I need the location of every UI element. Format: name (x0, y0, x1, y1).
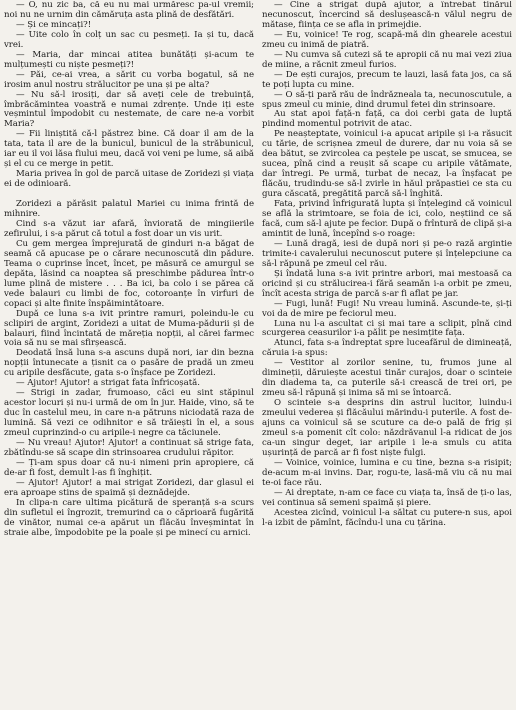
left-text-column (4, 1, 254, 710)
paragraph: — Lună dragă, iesi de după nori și pe-o rază argintie trimite-i cavalerului necunoscut putere și înțelepciune ca să-l răpună pe zmeul cel rău. (262, 238, 512, 269)
paragraph: — O să-ți pară rău de îndrăzneala ta, necunoscutule, a spus zmeul cu minie, dind drumul fetei din strinsoare. (262, 89, 512, 110)
paragraph: — Păi, ce-ai vrea, a sărit cu vorba bogatul, să ne irosim anul nostru strălucitor pe una și pe alta? (4, 69, 254, 90)
paragraph: — Eu, voinice! Te rog, scapă-mă din ghearele acestui zmeu cu inimă de piatră. (262, 29, 512, 50)
paragraph: — Nu cumva să cutezi să te apropii că nu mai vezi ziua de miine, a răcnit zmeul furios. (262, 49, 512, 70)
paragraph: — Nu să-l irosiți, dar să aveți cele de trebuință, îmbrăcămintea voastră e numai zdrențe. Unde iți este veșmintul împodobit cu nestemate, de care ne-a vorbit Maria? (4, 89, 254, 130)
paragraph: Cind s-a văzut iar afară, înviorată de mingiierile zefirului, i s-a părut că totul a fost doar un vis urit. (4, 219, 254, 239)
paragraph: Deodată însă luna s-a ascuns după nori, iar din bezna nopții întunecate a țisnit ca o pasăre de pradă un zmeu cu aripile desfăcute, gata s-o înșface pe Zoridezi. (4, 348, 254, 379)
paragraph: — O, nu zic ba, că eu nu mai urmăresc pa-ul vremii; noi nu ne urnim din cămăruța asta plină de desfătări. (4, 1, 254, 20)
paragraph: — Cine a strigat după ajutor, a întrebat tinărul necunoscut, încercind să deslușească-n vălul negru de mătase, ființa ce se afla in primejdie. (262, 1, 512, 30)
paragraph: Maria privea în gol de parcă uitase de Zoridezi și viața ei de odinioară. (4, 169, 254, 190)
paragraph: Și îndată luna s-a ivit printre arbori, mai mestoasă ca oricind și cu strălucirea-i fără seamăn i-a orbit pe zmeu, încît acesta striga de parcă s-ar fi aflat pe jar. (262, 268, 512, 299)
paragraph: Cu gem mergea împrejurată de ginduri n-a băgat de seamă că apucase pe o cărare necunoscută din pădure. Teama o cuprinse încet, încet, pe măsură ce amurgul se depăta, lăsind ca noaptea să preschimbe pădurea într-o lume plină de mistere . . . Ba ici, ba colo i se părea că vede balauri cu limbi de foc, cotoroanțe în virfuri de copaci și alte finite înspăimintătoare. (4, 238, 254, 309)
paragraph: — Strigi in zadar, frumoaso, căci eu sint stăpinul acestor locuri și nu-i urmă de om în jur. Haide, vino, să te duc în castelul meu, in care n-a pătruns niciodată raza de lumină. Să vezi ce odihnitor e să trăiești în el, a sous zmeul cuprinzind-o cu aripile-i negre ca tăciunele. (4, 388, 254, 439)
paragraph: Zoridezi a părăsit palatul Mariei cu inima frintă de mihnire. (4, 199, 254, 220)
paragraph: — Voinice, voinice, lumina e cu tine, bezna s-a risipit; de-acum m-ai invins. Dar, rogu-te, lasă-mă viu că nu mai te-oi face rău. (262, 457, 512, 488)
paragraph: — Nu vreau! Ajutor! Ajutor! a continuat să strige fata, zbătîndu-se să scape din strinsoarea crudului răpitor. (4, 437, 254, 458)
paragraph: Pe neașteptate, voinicul i-a apucat aripile și i-a răsucit cu tărie, de scrișnea zmeul de durere, dar nu voia să se dea bătut, se zvircolea ca peștele pe uscat, se smucea, se sucea, pînă cind a reușit să scape cu aripile vătămate, dar întregi. Pe urmă, turbat de necaz, l-a înșfacat pe flăcău, trudindu-se să-l zvirle in hăul prăpastiei ce sta cu gura căscată, pregătită parcă să-l înghită. (262, 129, 512, 200)
paragraph: Fata, privind înfrigurată lupta și înțelegind că voinicul se află la strimtoare, se foia de ici, colo, neștiind ce să facă, cum să-l ajute pe fecior. După o frîntură de clipă și-a amintit de lună, începînd s-o roage: (262, 199, 512, 239)
paragraph: — Uite colo în colț un sac cu pesmeți. Ia și tu, dacă vrei. (4, 29, 254, 50)
paragraph: — Și ce mincați?! (16, 19, 92, 30)
right-text-column (262, 1, 512, 710)
paragraph: — Fii liniștită că-l păstrez bine. Că doar il am de la tata, tata il are de la bunicul, bunicul de la străbunicul, iar eu il voi lăsa fiului meu, dacă voi veni pe lume, să aibă și el cu ce merge in petit. (4, 129, 254, 170)
paragraph: — Ajutor! Ajutor! a mai strigat Zoridezi, dar glasul ei era aproape stins de spaimă și deznădejde. (4, 477, 254, 498)
paragraph: — De ești curajos, precum te lauzi, lasă fata jos, ca să te poți lupta cu mine. (262, 69, 512, 90)
paragraph: Acestea zicînd, voinicul l-a săltat cu putere-n sus, apoi l-a izbit de pămînt, făcîndu-l una cu țărina. (262, 507, 512, 528)
paragraph: — Ți-am spus doar că nu-i nimeni prin apropiere, că de-ar fi fost, demult l-as fi înghițit. (4, 457, 254, 478)
paragraph: — Maria, dar mincai atitea bunătăți și-acum te mulțumești cu niște pesmeți?! (4, 49, 254, 70)
paragraph: Au stat apoi față-n față, ca doi cerbi gata de luptă pindind momentul potrivit de atac. (262, 109, 512, 130)
paragraph: Luna nu l-a ascultat ci și mai tare a sclipit, pînă cind scurgerea ceasurilor i-a pălit pe nesimțite fața. (262, 318, 512, 339)
paragraph: In clipa-n care ultima picătură de speranță s-a scurs din sufletul ei îngrozit, tremurind ca o căprioară fugărită de vinător, numai ce-a apărut un flăcău înveșmintat în straie albe, împodobite pe la poale și pe minecí cu arnici. (4, 497, 254, 538)
paragraph: — Fugi, lună! Fugi! Nu vreau lumină. Ascunde-te, și-ți voi da de mire pe feciorul meu. (262, 298, 512, 319)
paragraph: O scinteie s-a desprins din astrul lucitor, luindu-i zmeului vederea și flăcăului mărindu-i puterile. A fost de-ajuns ca voinicul să se scuture ca de-o pală de frig și zmeul s-a pomenit cît colo: năzdrăvanul l-a ridicat de jos ca-un singur deget, iar aripile i le-a smuls cu atita ușurință de parcă ar fi fost niște fulgi. (262, 398, 512, 458)
paragraph: După ce luna s-a ivit printre ramuri, poleindu-le cu sclipiri de argint, Zoridezi a uitat de Muma-pădurii și de balauri, fiind încintată de măreția nopții, al cărei farmec voia să nu se mai sfirșească. (4, 308, 254, 349)
paragraph: — Ajutor! Ajutor! a strigat fata înfricoșată. (16, 378, 200, 389)
paragraph: Atunci, fata s-a îndreptat spre luceafărul de dimineață, căruia i-a spus: (262, 338, 512, 359)
paragraph: — Vestitor al zorilor senine, tu, frumos june al dimineții, dăruiește acestui tinăr curajos, doar o scinteie din diadema ta, ca puterile să-i crească de trei ori, pe zmeu să-l răpună și inima să mi se întoarcă. (262, 358, 512, 399)
paragraph: — Ai dreptate, n-am ce face cu viața ta, însă de ți-o las, vei continua să semeni spaimă și piere. (262, 487, 512, 508)
